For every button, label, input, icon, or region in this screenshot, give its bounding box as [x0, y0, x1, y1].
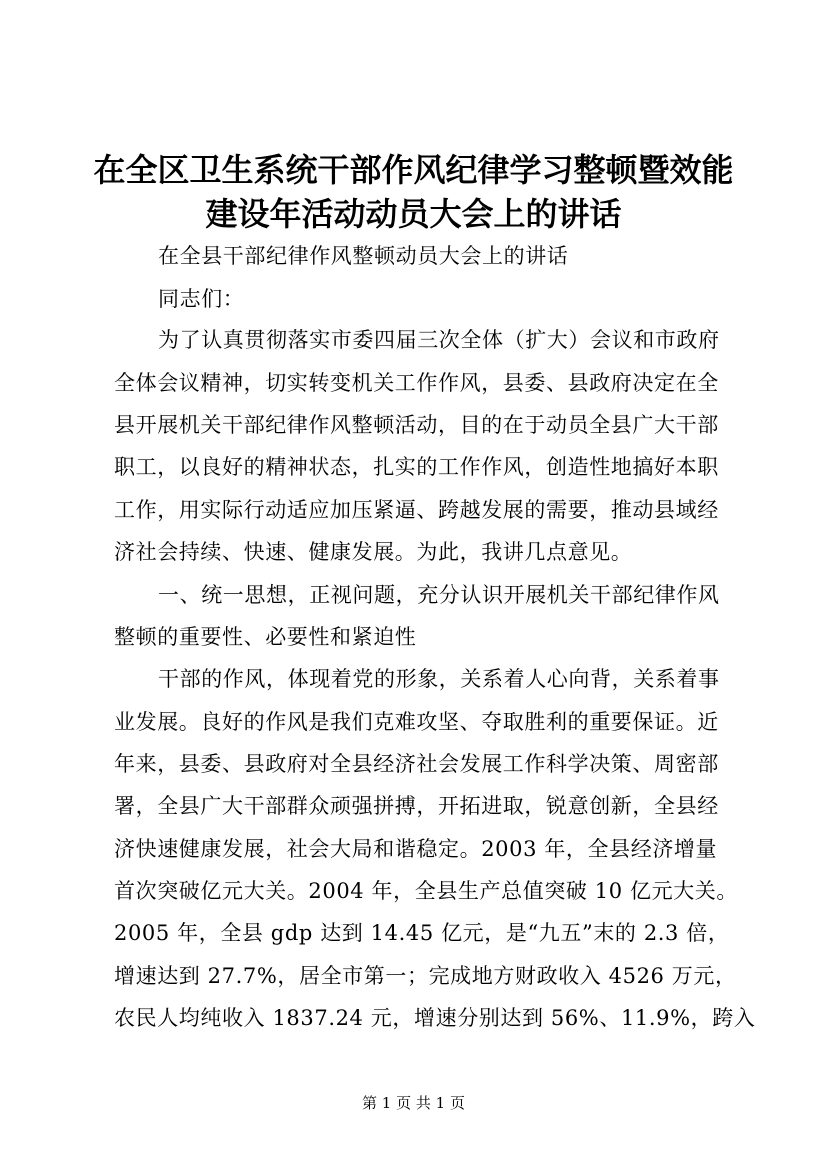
document-title-line-2: 建设年活动动员大会上的讲话 [205, 195, 622, 233]
paragraph-line: 济快速健康发展，社会大局和谐稳定。2003 年，全县经济增量 [114, 837, 718, 861]
paragraph-line: 县开展机关干部纪律作风整顿活动，目的在于动员全县广大干部 [114, 413, 719, 437]
subtitle-line: 在全县干部纪律作风整顿动员大会上的讲话 [158, 244, 569, 268]
paragraph-line: 年来，县委、县政府对全县经济社会发展工作科学决策、周密部 [114, 752, 719, 776]
paragraph-line: 增速达到 27.7%，居全市第一；完成地方财政收入 4526 万元， [114, 964, 737, 988]
document-title-line-1: 在全区卫生系统干部作风纪律学习整顿暨效能 [93, 151, 734, 189]
paragraph-line: 农民人均纯收入 1837.24 元，增速分别达到 56%、11.9%，跨入 [114, 1006, 756, 1030]
paragraph-line: 济社会持续、快速、健康发展。为此，我讲几点意见。 [114, 540, 633, 564]
paragraph-line: 为了认真贯彻落实市委四届三次全体（扩大）会议和市政府 [158, 328, 720, 352]
paragraph-line: 工作，用实际行动适应加压紧逼、跨越发展的需要，推动县域经 [114, 498, 719, 522]
salutation-line: 同志们： [158, 287, 245, 311]
paragraph-line: 全体会议精神，切实转变机关工作作风，县委、县政府决定在全 [114, 371, 719, 395]
paragraph-line: 2005 年，全县 gdp 达到 14.45 亿元，是“九五”末的 2.3 倍， [114, 921, 730, 945]
section-heading-line: 一、统一思想，正视问题，充分认识开展机关干部纪律作风 [158, 583, 720, 607]
paragraph-line: 业发展。良好的作风是我们克难攻坚、夺取胜利的重要保证。近 [114, 710, 719, 734]
paragraph-line: 干部的作风，体现着党的形象，关系着人心向背，关系着事 [158, 667, 720, 691]
page-number-footer: 第 1 页 共 1 页 [362, 1094, 465, 1112]
paragraph-line: 职工，以良好的精神状态，扎实的工作作风，创造性地搞好本职 [114, 455, 719, 479]
paragraph-line: 署，全县广大干部群众顽强拼搏，开拓进取，锐意创新，全县经 [114, 794, 719, 818]
paragraph-line: 首次突破亿元大关。2004 年，全县生产总值突破 10 亿元大关。 [114, 879, 738, 903]
section-heading-line: 整顿的重要性、必要性和紧迫性 [114, 625, 417, 649]
